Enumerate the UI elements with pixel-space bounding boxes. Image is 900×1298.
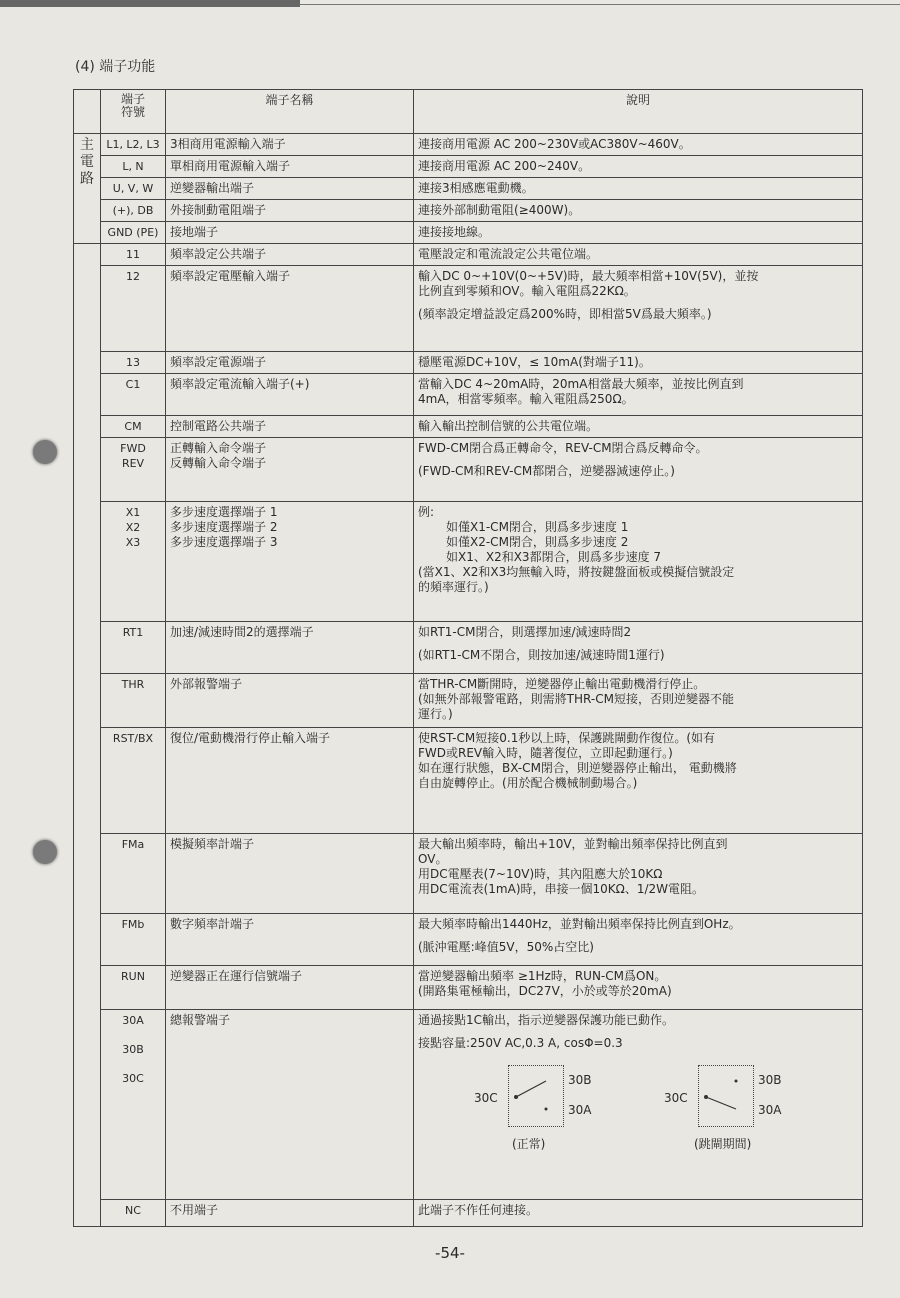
terminal-description bbox=[414, 674, 863, 728]
terminal-name bbox=[166, 1200, 414, 1227]
main-circuit-group-label: 主 電 路 bbox=[74, 134, 101, 244]
description-line: OV。 bbox=[418, 852, 448, 866]
table-row bbox=[74, 502, 863, 622]
table-row bbox=[74, 966, 863, 1010]
group-header bbox=[74, 90, 101, 134]
description-line: 當輸入DC 4~20mA時，20mA相當最大頻率，並按比例直到 bbox=[418, 377, 744, 391]
terminal-description bbox=[414, 416, 863, 438]
description-line: 連接商用電源 AC 200~240V。 bbox=[418, 159, 591, 173]
terminal-description bbox=[414, 266, 863, 352]
terminal-symbol-line: RST/BX bbox=[112, 732, 154, 745]
table-row bbox=[74, 352, 863, 374]
description-line: 比例直到零頻和OV。輸入電阻爲22KΩ。 bbox=[418, 284, 636, 298]
description-line: (脈沖電壓:峰值5V，50%占空比) bbox=[418, 940, 594, 954]
description-line: 如僅X1-CM閉合，則爲多步速度 1 bbox=[446, 520, 629, 534]
description-line: (頻率設定增益設定爲200%時，即相當5V爲最大頻率。) bbox=[418, 307, 712, 321]
page-number: -54- bbox=[435, 1244, 465, 1262]
relay-terminal-label: 30B bbox=[758, 1073, 782, 1087]
terminal-symbol-line: 30A bbox=[122, 1014, 144, 1027]
terminal-name bbox=[166, 222, 414, 244]
terminal-symbol-line: FWD bbox=[120, 442, 146, 455]
terminal-symbol-line: REV bbox=[121, 457, 145, 470]
terminal-name bbox=[166, 244, 414, 266]
terminal-symbol bbox=[101, 416, 166, 438]
terminal-symbol bbox=[101, 374, 166, 416]
description-line: 當THR-CM斷開時，逆變器停止輸出電動機滑行停止。 bbox=[418, 677, 706, 691]
description-line: 運行。) bbox=[418, 707, 453, 721]
terminal-name bbox=[166, 1010, 414, 1200]
relay-switch-lines bbox=[418, 1051, 858, 1161]
punch-hole bbox=[33, 840, 57, 864]
terminal-description bbox=[414, 222, 863, 244]
terminal-name-line: 3相商用電源輸入端子 bbox=[170, 137, 286, 151]
table-row bbox=[74, 374, 863, 416]
relay-terminal-label: 30A bbox=[568, 1103, 592, 1117]
terminal-name-line: 多步速度選擇端子 1 bbox=[170, 505, 278, 519]
terminal-description bbox=[414, 134, 863, 156]
description-line: 當逆變器輸出頻率 ≥1Hz時，RUN-CM爲ON。 bbox=[418, 969, 667, 983]
terminal-symbol bbox=[101, 728, 166, 834]
table-row bbox=[74, 134, 863, 156]
terminal-description bbox=[414, 502, 863, 622]
description-line: 例: bbox=[418, 505, 435, 519]
terminal-description bbox=[414, 200, 863, 222]
table-row bbox=[74, 674, 863, 728]
table-row bbox=[74, 1010, 863, 1200]
terminal-description bbox=[414, 622, 863, 674]
tripped-caption: (跳閘期間) bbox=[694, 1137, 752, 1151]
terminal-name-line: 復位/電動機滑行停止輸入端子 bbox=[170, 731, 331, 745]
terminal-name-line: 加速/減速時間2的選擇端子 bbox=[170, 625, 314, 639]
terminal-description bbox=[414, 438, 863, 502]
terminal-symbol bbox=[101, 834, 166, 914]
description-line: (如無外部報警電路，則需將THR-CM短接，否則逆變器不能 bbox=[418, 692, 734, 706]
terminal-symbol bbox=[101, 200, 166, 222]
terminal-symbol-line: L1, L2, L3 bbox=[106, 138, 160, 151]
terminal-symbol-line: GND (PE) bbox=[107, 226, 159, 239]
terminal-name bbox=[166, 178, 414, 200]
description-line: 使RST-CM短接0.1秒以上時，保護跳閘動作復位。(如有 bbox=[418, 731, 716, 745]
terminal-symbol bbox=[101, 244, 166, 266]
terminal-name-line: 頻率設定電壓輸入端子 bbox=[170, 269, 291, 283]
terminal-symbol-line: 11 bbox=[126, 248, 140, 261]
terminal-name bbox=[166, 374, 414, 416]
relay-terminal-label: 30C bbox=[664, 1091, 688, 1105]
description-line: (FWD-CM和REV-CM都閉合，逆變器減速停止。) bbox=[418, 464, 675, 478]
terminal-symbol bbox=[101, 674, 166, 728]
relay-terminal-label: 30C bbox=[474, 1091, 498, 1105]
terminal-symbol-line: CM bbox=[124, 420, 142, 433]
punch-hole bbox=[33, 440, 57, 464]
terminal-symbol bbox=[101, 222, 166, 244]
terminal-symbol bbox=[101, 438, 166, 502]
table-row bbox=[74, 266, 863, 352]
table-row bbox=[74, 222, 863, 244]
terminal-name-line: 逆變器正在運行信號端子 bbox=[170, 969, 303, 983]
terminal-symbol bbox=[101, 266, 166, 352]
table-row bbox=[74, 728, 863, 834]
terminal-symbol-line: X2 bbox=[125, 521, 141, 534]
terminal-name-line: 反轉輸入命令端子 bbox=[170, 456, 267, 470]
terminal-symbol bbox=[101, 622, 166, 674]
table-row bbox=[74, 622, 863, 674]
terminal-function-table bbox=[73, 89, 863, 1227]
terminal-symbol bbox=[101, 1200, 166, 1227]
description-line: 用DC電壓表(7~10V)時，其內阻應大於10KΩ bbox=[418, 867, 663, 881]
normal-caption: (正常) bbox=[512, 1137, 546, 1151]
terminal-name bbox=[166, 200, 414, 222]
terminal-symbol-line: 30B bbox=[122, 1043, 144, 1056]
terminal-name-line: 數字頻率計端子 bbox=[170, 917, 255, 931]
terminal-name bbox=[166, 134, 414, 156]
description-line: 輸入輸出控制信號的公共電位端。 bbox=[418, 419, 599, 433]
description-line: 通過接點1C輸出，指示逆變器保護功能已動作。 bbox=[418, 1013, 675, 1027]
section-title: (4) 端子功能 bbox=[75, 59, 156, 75]
terminal-symbol-line: NC bbox=[125, 1204, 141, 1217]
table-row bbox=[74, 244, 863, 266]
terminal-name bbox=[166, 266, 414, 352]
description-line: (如RT1-CM不閉合，則按加速/減速時間1運行) bbox=[418, 648, 665, 662]
terminal-name-line: 總報警端子 bbox=[170, 1013, 231, 1027]
description-line: 輸入DC 0~+10V(0~+5V)時，最大頻率相當+10V(5V)，並按 bbox=[418, 269, 759, 283]
table-row bbox=[74, 914, 863, 966]
description-line: 此端子不作任何連接。 bbox=[418, 1203, 539, 1217]
description-line: 連接接地線。 bbox=[418, 225, 491, 239]
terminal-name bbox=[166, 674, 414, 728]
terminal-description bbox=[414, 834, 863, 914]
description-line: 4mA，相當零頻率。輸入電阻爲250Ω。 bbox=[418, 392, 634, 406]
description-line: 如RT1-CM閉合，則選擇加速/減速時間2 bbox=[418, 625, 632, 639]
table-row bbox=[74, 1200, 863, 1227]
description-line: FWD或REV輸入時，隨著復位，立即起動運行。) bbox=[418, 746, 673, 760]
terminal-symbol-line: X1 bbox=[125, 506, 141, 519]
terminal-name-line: 頻率設定電流輸入端子(+) bbox=[170, 377, 310, 391]
description-line: 自由旋轉停止。(用於配合機械制動場合。) bbox=[418, 776, 638, 790]
description-line: 如在運行狀態，BX-CM閉合，則逆變器停止輸出， 電動機將 bbox=[418, 761, 737, 775]
terminal-name-line: 頻率設定電源端子 bbox=[170, 355, 267, 369]
terminal-symbol bbox=[101, 914, 166, 966]
terminal-name-line: 單相商用電源輸入端子 bbox=[170, 159, 291, 173]
terminal-description bbox=[414, 374, 863, 416]
table-row bbox=[74, 178, 863, 200]
terminal-symbol-line: (+), DB bbox=[112, 204, 154, 217]
top-rule bbox=[0, 0, 900, 14]
terminal-description bbox=[414, 966, 863, 1010]
terminal-name bbox=[166, 834, 414, 914]
terminal-description bbox=[414, 1010, 863, 1200]
description-line: 接點容量:250V AC,0.3 A, cosΦ=0.3 bbox=[418, 1036, 623, 1050]
relay-terminal-label: 30A bbox=[758, 1103, 782, 1117]
description-line: 最大輸出頻率時，輸出+10V，並對輸出頻率保持比例直到 bbox=[418, 837, 728, 851]
terminal-symbol-line: 12 bbox=[126, 270, 140, 283]
table-row bbox=[74, 156, 863, 178]
description-line: 用DC電流表(1mA)時，串接一個10KΩ、1/2W電阻。 bbox=[418, 882, 705, 896]
terminal-symbol-line: RUN bbox=[121, 970, 145, 983]
terminal-symbol bbox=[101, 352, 166, 374]
terminal-name bbox=[166, 156, 414, 178]
terminal-symbol-line: X3 bbox=[125, 536, 141, 549]
terminal-symbol bbox=[101, 134, 166, 156]
description-line: 穩壓電源DC+10V，≤ 10mA(對端子11)。 bbox=[418, 355, 651, 369]
terminal-description bbox=[414, 914, 863, 966]
terminal-name bbox=[166, 966, 414, 1010]
description-line: 電壓設定和電流設定公共電位端。 bbox=[418, 247, 599, 261]
terminal-name-line: 外接制動電阻端子 bbox=[170, 203, 267, 217]
terminal-symbol bbox=[101, 502, 166, 622]
terminal-symbol-line: 13 bbox=[126, 356, 140, 369]
terminal-description bbox=[414, 244, 863, 266]
description-line: 連接外部制動電阻(≥400W)。 bbox=[418, 203, 581, 217]
table-row bbox=[74, 834, 863, 914]
table-row bbox=[74, 416, 863, 438]
name-header: 端子名稱 bbox=[166, 90, 414, 134]
terminal-name-line: 外部報警端子 bbox=[170, 677, 243, 691]
terminal-name bbox=[166, 416, 414, 438]
description-line: FWD-CM閉合爲正轉命令，REV-CM閉合爲反轉命令。 bbox=[418, 441, 708, 455]
symbol-header: 端子 符號 bbox=[101, 90, 166, 134]
terminal-name-line: 控制電路公共端子 bbox=[170, 419, 267, 433]
terminal-name bbox=[166, 914, 414, 966]
description-line: (當X1、X2和X3均無輸入時，將按鍵盤面板或模擬信號設定 bbox=[418, 565, 735, 579]
terminal-symbol-line: RT1 bbox=[122, 626, 144, 639]
relay-terminal-label: 30B bbox=[568, 1073, 592, 1087]
terminal-name-line: 接地端子 bbox=[170, 225, 219, 239]
terminal-description bbox=[414, 156, 863, 178]
table-row bbox=[74, 200, 863, 222]
terminal-name-line: 多步速度選擇端子 3 bbox=[170, 535, 278, 549]
terminal-description bbox=[414, 178, 863, 200]
terminal-symbol bbox=[101, 1010, 166, 1200]
table-row bbox=[74, 438, 863, 502]
description-line: 連接商用電源 AC 200~230V或AC380V~460V。 bbox=[418, 137, 691, 151]
terminal-name-line: 正轉輸入命令端子 bbox=[170, 441, 267, 455]
terminal-symbol-line: 30C bbox=[122, 1072, 144, 1085]
terminal-description bbox=[414, 728, 863, 834]
terminal-description bbox=[414, 352, 863, 374]
terminal-name bbox=[166, 352, 414, 374]
terminal-name-line: 逆變器輸出端子 bbox=[170, 181, 255, 195]
terminal-name-line: 多步速度選擇端子 2 bbox=[170, 520, 278, 534]
control-circuit-group-label bbox=[74, 244, 101, 1227]
terminal-name-line: 模擬頻率計端子 bbox=[170, 837, 255, 851]
description-line: (開路集電極輸出，DC27V，小於或等於20mA) bbox=[418, 984, 672, 998]
description-line: 如僅X2-CM閉合，則爲多步速度 2 bbox=[446, 535, 629, 549]
terminal-symbol bbox=[101, 156, 166, 178]
relay-contact-diagram bbox=[418, 1051, 858, 1161]
description-line: 連接3相感應電動機。 bbox=[418, 181, 534, 195]
terminal-name bbox=[166, 622, 414, 674]
table-header-row bbox=[74, 90, 863, 134]
terminal-description bbox=[414, 1200, 863, 1227]
terminal-symbol bbox=[101, 966, 166, 1010]
terminal-name-line: 不用端子 bbox=[170, 1203, 219, 1217]
terminal-name-line: 頻率設定公共端子 bbox=[170, 247, 267, 261]
terminal-symbol-line: FMa bbox=[121, 838, 145, 851]
terminal-symbol bbox=[101, 178, 166, 200]
description-line: 如X1、X2和X3都閉合，則爲多步速度 7 bbox=[446, 550, 662, 564]
terminal-symbol-line: C1 bbox=[125, 378, 141, 391]
description-line: 最大頻率時輸出1440Hz，並對輸出頻率保持比例直到OHz。 bbox=[418, 917, 741, 931]
terminal-name bbox=[166, 438, 414, 502]
terminal-symbol-line: L, N bbox=[122, 160, 144, 173]
terminal-name bbox=[166, 502, 414, 622]
terminal-symbol-line: U, V, W bbox=[112, 182, 154, 195]
terminal-symbol-line: FMb bbox=[121, 918, 145, 931]
description-line: 的頻率運行。) bbox=[418, 580, 489, 594]
terminal-symbol-line: THR bbox=[121, 678, 145, 691]
terminal-name bbox=[166, 728, 414, 834]
description-header: 說明 bbox=[414, 90, 863, 134]
